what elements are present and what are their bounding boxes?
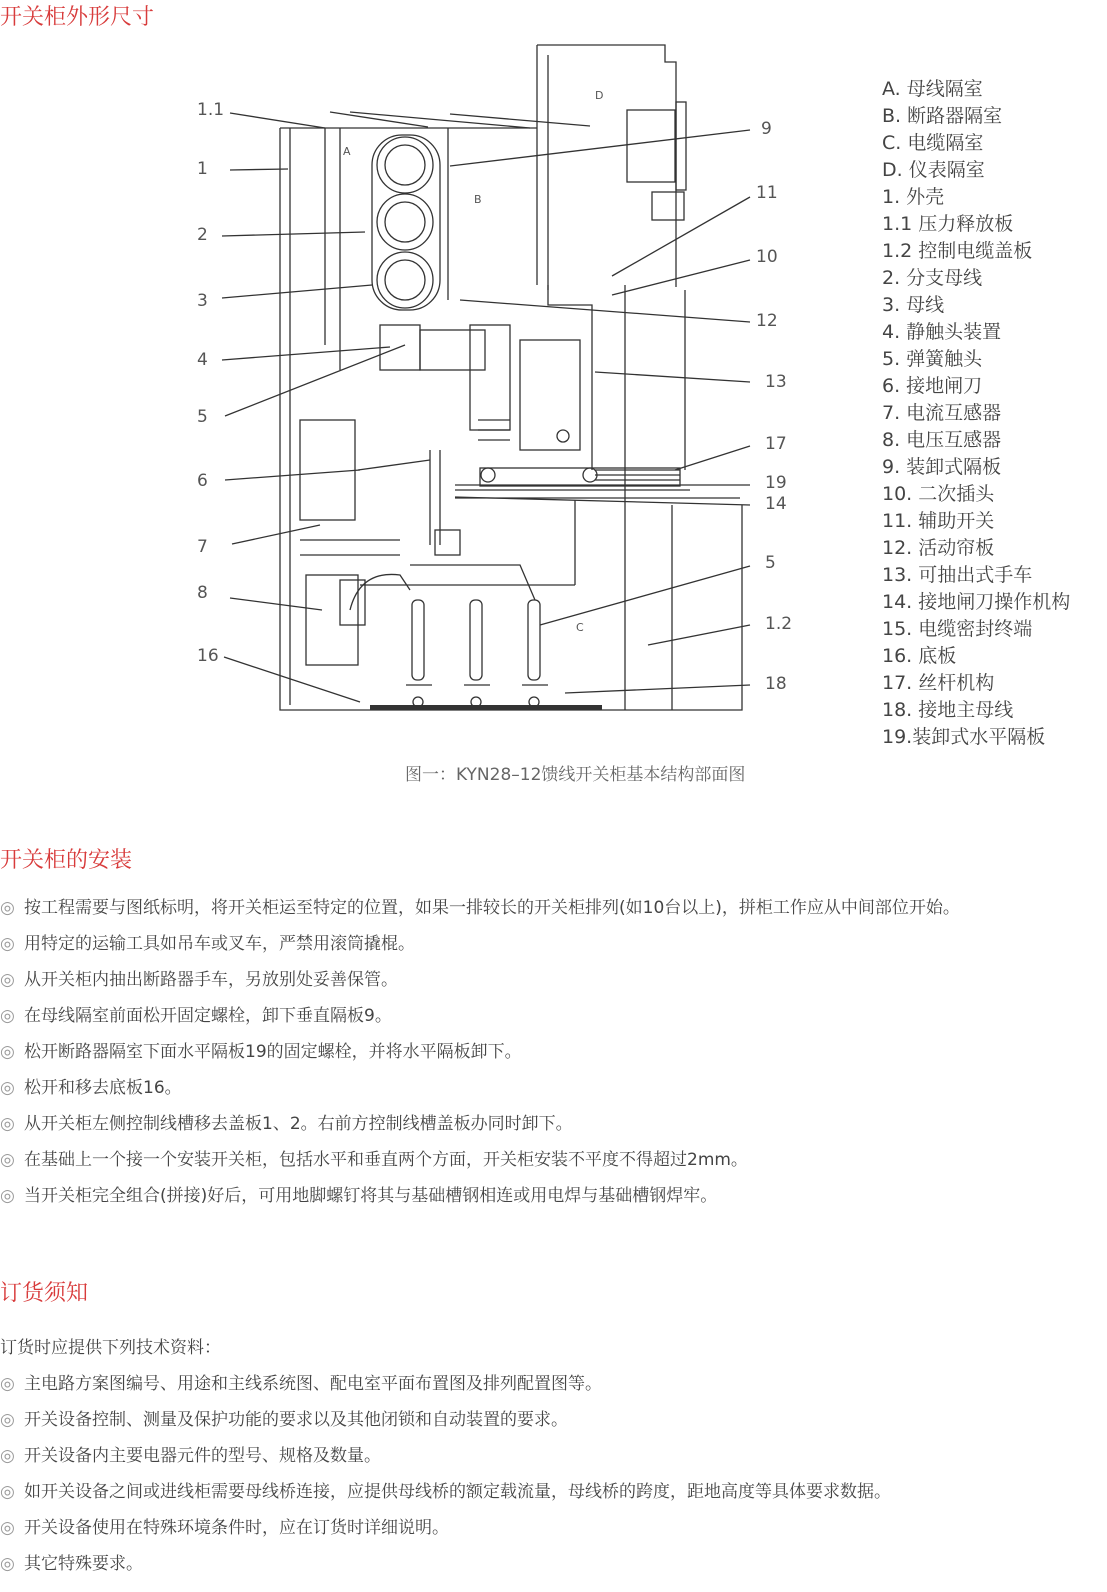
legend-item: 2. 分支母线 [882, 267, 983, 289]
list-item [0, 1438, 891, 1474]
bullet-icon: ◎ [0, 1410, 15, 1430]
order-item-text: 开关设备控制、测量及保护功能的要求以及其他闭锁和自动装置的要求。 [24, 1410, 568, 1430]
callout-8: 8 [197, 583, 208, 603]
list-item [0, 1034, 960, 1070]
callout-14: 14 [765, 494, 787, 514]
callout-7: 7 [197, 537, 208, 557]
bullet-icon: ◎ [0, 1078, 15, 1098]
list-item [0, 1106, 960, 1142]
legend-item: 1. 外壳 [882, 186, 945, 208]
diagram-caption: 图一：KYN28–12馈线开关柜基本结构部面图 [405, 765, 746, 785]
order-item-text: 开关设备内主要电器元件的型号、规格及数量。 [24, 1446, 381, 1466]
bullet-icon: ◎ [0, 1518, 15, 1538]
legend-item: 13. 可抽出式手车 [882, 564, 1033, 586]
bullet-icon: ◎ [0, 1114, 15, 1134]
legend-item: 15. 电缆密封终端 [882, 618, 1033, 640]
list-item [0, 926, 960, 962]
callout-1-2: 1.2 [765, 614, 793, 634]
list-item [0, 890, 960, 926]
bullet-icon: ◎ [0, 1374, 15, 1394]
callout-6: 6 [197, 471, 208, 491]
list-item [0, 1402, 891, 1438]
legend-item: 11. 辅助开关 [882, 510, 995, 532]
legend-item: 14. 接地闸刀操作机构 [882, 591, 1071, 613]
list-item [0, 1474, 891, 1510]
list-item [0, 1510, 891, 1546]
list-item [0, 962, 960, 998]
list-item [0, 1070, 960, 1106]
legend-item: 17. 丝杆机构 [882, 672, 995, 694]
legend-item: 19.装卸式水平隔板 [882, 726, 1046, 748]
install-item-text: 当开关柜完全组合(拼接)好后，可用地脚螺钉将其与基础槽钢相连或用电焊与基础槽钢焊牢。 [24, 1186, 718, 1206]
bullet-icon: ◎ [0, 970, 15, 990]
install-item-text: 在母线隔室前面松开固定螺栓，卸下垂直隔板9。 [24, 1006, 392, 1026]
legend-item: A. 母线隔室 [882, 78, 983, 100]
order-item-text: 开关设备使用在特殊环境条件时，应在订货时详细说明。 [24, 1518, 449, 1538]
cabinet-cross-section-diagram [185, 38, 785, 738]
list-item [0, 998, 960, 1034]
install-item-text: 按工程需要与图纸标明，将开关柜运至特定的位置，如果一排较长的开关柜排列(如10台以上)，拼柜工作应从中间部位开始。 [24, 898, 960, 918]
legend-item: 3. 母线 [882, 294, 945, 316]
legend-item: 1.2 控制电缆盖板 [882, 240, 1033, 262]
order-section-title: 订货须知 [0, 1281, 89, 1306]
callout-12: 12 [756, 311, 778, 331]
order-item-text: 如开关设备之间或进线柜需要母线桥连接，应提供母线桥的额定载流量，母线桥的跨度，距地高度等具体要求数据。 [24, 1482, 891, 1502]
bullet-icon: ◎ [0, 934, 15, 954]
callout-16: 16 [197, 646, 219, 666]
diagram-legend [882, 76, 1070, 751]
install-item-text: 在基础上一个接一个安装开关柜，包括水平和垂直两个方面，开关柜安装不平度不得超过2mm。 [24, 1150, 748, 1170]
order-intro: 订货时应提供下列技术资料： [0, 1338, 221, 1358]
callout-4: 4 [197, 350, 208, 370]
list-item [0, 1142, 960, 1178]
order-item-text: 其它特殊要求。 [24, 1554, 143, 1574]
legend-item: D. 仪表隔室 [882, 159, 985, 181]
install-section-title: 开关柜的安装 [0, 848, 133, 873]
legend-item: 7. 电流互感器 [882, 402, 1002, 424]
zone-label-c: C [576, 621, 584, 634]
list-item [0, 1546, 891, 1582]
bullet-icon: ◎ [0, 1006, 15, 1026]
legend-item: 6. 接地闸刀 [882, 375, 983, 397]
callout-13: 13 [765, 372, 787, 392]
install-item-text: 用特定的运输工具如吊车或叉车，严禁用滚筒撬棍。 [24, 934, 415, 954]
bullet-icon: ◎ [0, 1150, 15, 1170]
bullet-icon: ◎ [0, 1446, 15, 1466]
legend-item: 8. 电压互感器 [882, 429, 1002, 451]
list-item [0, 1178, 960, 1214]
callout-1: 1 [197, 159, 208, 179]
callout-3: 3 [197, 291, 208, 311]
legend-item: 10. 二次插头 [882, 483, 995, 505]
callout-2: 2 [197, 225, 208, 245]
legend-item: B. 断路器隔室 [882, 105, 1003, 127]
install-item-text: 松开和移去底板16。 [24, 1078, 182, 1098]
callout-5: 5 [197, 407, 208, 427]
legend-item: 4. 静触头装置 [882, 321, 1002, 343]
callout-9: 9 [761, 119, 772, 139]
bullet-icon: ◎ [0, 1186, 15, 1206]
callout-18: 18 [765, 674, 787, 694]
callout-10: 10 [756, 247, 778, 267]
order-list [0, 1366, 891, 1582]
bullet-icon: ◎ [0, 1042, 15, 1062]
zone-label-a: A [343, 145, 351, 158]
legend-item: C. 电缆隔室 [882, 132, 984, 154]
callout-5-right: 5 [765, 553, 776, 573]
bullet-icon: ◎ [0, 1554, 15, 1574]
zone-label-b: B [474, 193, 482, 206]
legend-item: 5. 弹簧触头 [882, 348, 983, 370]
install-item-text: 从开关柜内抽出断路器手车，另放别处妥善保管。 [24, 970, 398, 990]
callout-1-1: 1.1 [197, 100, 225, 120]
order-item-text: 主电路方案图编号、用途和主线系统图、配电室平面布置图及排列配置图等。 [24, 1374, 602, 1394]
install-item-text: 从开关柜左侧控制线槽移去盖板1、2。右前方控制线槽盖板办同时卸下。 [24, 1114, 573, 1134]
legend-item: 18. 接地主母线 [882, 699, 1014, 721]
legend-item: 16. 底板 [882, 645, 957, 667]
bullet-icon: ◎ [0, 1482, 15, 1502]
bullet-icon: ◎ [0, 898, 15, 918]
dimensions-section-title: 开关柜外形尺寸 [0, 5, 155, 30]
callout-17: 17 [765, 434, 787, 454]
list-item [0, 1366, 891, 1402]
legend-item: 12. 活动帘板 [882, 537, 995, 559]
install-item-text: 松开断路器隔室下面水平隔板19的固定螺栓，并将水平隔板卸下。 [24, 1042, 522, 1062]
callout-11: 11 [756, 183, 778, 203]
install-list [0, 890, 960, 1214]
callout-19: 19 [765, 473, 787, 493]
legend-item: 1.1 压力释放板 [882, 213, 1014, 235]
legend-item: 9. 装卸式隔板 [882, 456, 1002, 478]
zone-label-d: D [595, 89, 604, 102]
